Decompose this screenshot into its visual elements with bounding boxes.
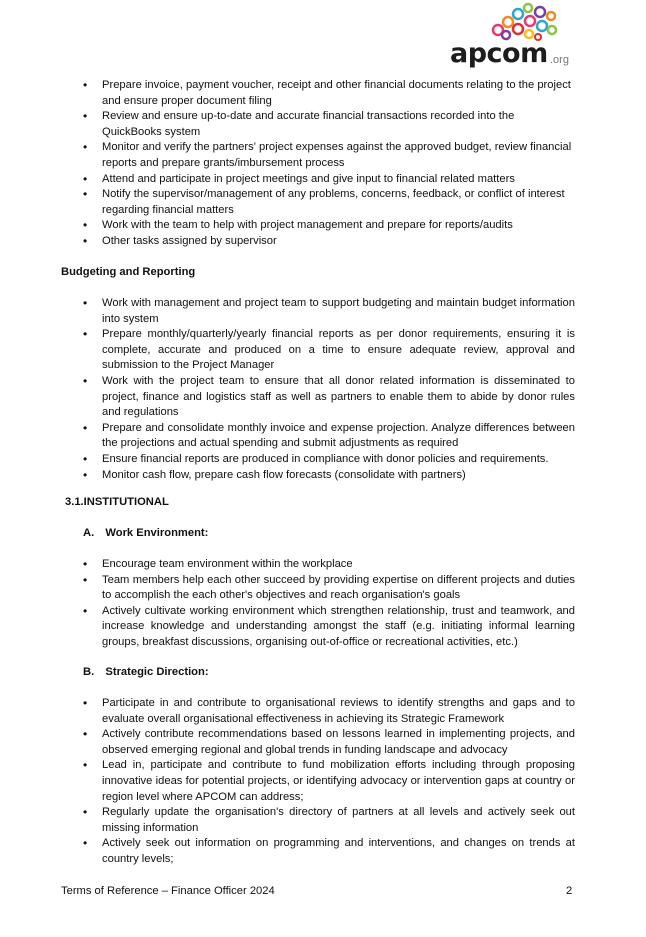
list-item: • Attend and participate in project meetings and give input to financial related matters [102, 172, 572, 188]
page-number: 2 [566, 885, 573, 897]
apcom-logo [450, 2, 580, 74]
list-item: • Review and ensure up-to-date and accurate financial transactions recorded into the QuickBooks system [102, 109, 572, 140]
list-item: • Ensure financial reports are produced in compliance with donor policies and requirements. [102, 452, 575, 468]
list-item: • Actively contribute recommendations based on lessons learned in implementing projects, and observed emerging regional and global trends in funding landscape and advocacy [102, 727, 575, 758]
budgeting-heading: Budgeting and Reporting [61, 266, 196, 278]
list-item: • Monitor cash flow, prepare cash flow forecasts (consolidate with partners) [102, 468, 575, 484]
work-environment-list [102, 557, 575, 651]
strategic-direction-heading: B. Strategic Direction: [83, 666, 209, 678]
strategic-direction-list [102, 696, 575, 868]
finance-duties-list [102, 78, 572, 250]
list-item: • Actively seek out information on programming and interventions, and changes on trends at country levels; [102, 836, 575, 867]
list-item: • Actively cultivate working environment which strengthen relationship, trust and teamwork, and increase knowledge and understanding amongst the staff (e.g. initiating informal learning groups, breakfast discussions, organising out-of-office or recreational activities, etc.) [102, 604, 575, 651]
list-item: • Prepare and consolidate monthly invoice and expense projection. Analyze differences between the projections and actual spending and submit adjustments as required [102, 421, 575, 452]
list-item: • Work with the team to help with project management and prepare for reports/audits [102, 218, 572, 234]
list-item: • Regularly update the organisation's directory of partners at all levels and actively seek out missing information [102, 805, 575, 836]
list-item: • Encourage team environment within the workplace [102, 557, 575, 573]
list-item: • Participate in and contribute to organisational reviews to identify strengths and gaps and to evaluate overall organisational effectiveness in achieving its Strategic Framework [102, 696, 575, 727]
budgeting-list [102, 296, 575, 483]
list-item: • Notify the supervisor/management of any problems, concerns, feedback, or conflict of interest regarding financial matters [102, 187, 572, 218]
bubbles-graphic [490, 2, 560, 42]
list-item: • Lead in, participate and contribute to fund mobilization efforts including through proposing innovative ideas for potential projects, or identifying advocacy or intervention gaps at country or region level where APCOM can address; [102, 758, 575, 805]
list-item: • Work with management and project team to support budgeting and maintain budget information into system [102, 296, 575, 327]
list-item: • Team members help each other succeed by providing expertise on different projects and duties to accomplish the each other's objectives and reach organisation's goals [102, 573, 575, 604]
list-item: • Work with the project team to ensure that all donor related information is disseminated to project, finance and logistics staff as well as partners to enable them to abide by donor rules and regulations [102, 374, 575, 421]
list-item: • Monitor and verify the partners' project expenses against the approved budget, review financial reports and prepare grants/imbursement process [102, 140, 572, 171]
list-item: • Prepare monthly/quarterly/yearly financial reports as per donor requirements, ensuring it is complete, accurate and produced on a time to ensure adequate review, approval and submission to the Project Manager [102, 327, 575, 374]
logo-wordmark: apcom [450, 38, 548, 69]
list-item: • Prepare invoice, payment voucher, receipt and other financial documents relating to the project and ensure proper document filing [102, 78, 572, 109]
footer-title: Terms of Reference – Finance Officer 2024 [61, 885, 275, 897]
list-item: • Other tasks assigned by supervisor [102, 234, 572, 250]
work-environment-heading: A. Work Environment: [83, 527, 209, 539]
institutional-heading: 3.1.INSTITUTIONAL [65, 496, 169, 508]
logo-suffix: .org [550, 54, 569, 66]
